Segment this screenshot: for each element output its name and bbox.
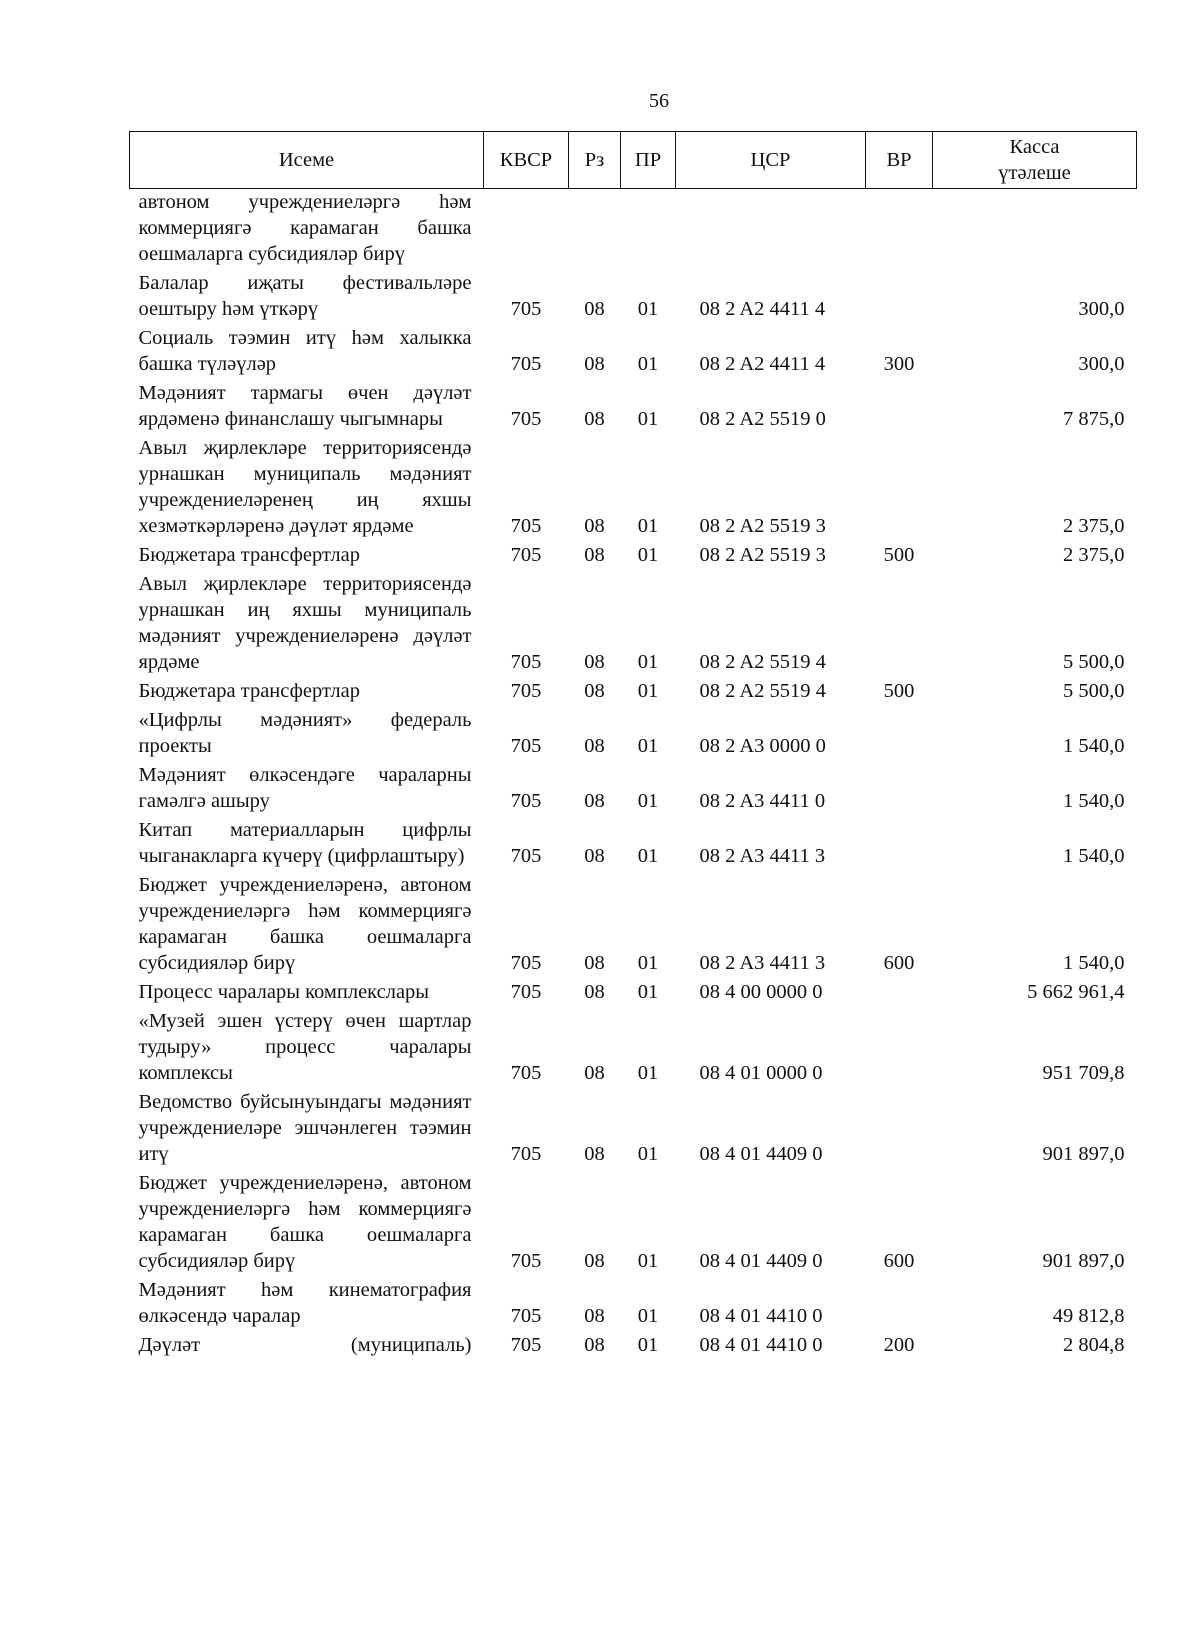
cell-csr: 08 2 A2 5519 4 (699, 680, 826, 702)
cell-pr: 01 (637, 1305, 659, 1327)
cell-csr: 08 2 A2 4411 4 (699, 298, 826, 320)
cell-name: Мәдәният тармагы өчен дәүләт ярдәменә финанслашу чыгымнары (138, 382, 472, 430)
table-row (130, 817, 1137, 872)
cell-amount: 901 897,0 (1042, 1250, 1125, 1272)
cell-name: Авыл җирлекләре территориясендә урнашкан муниципаль мәдәният учреждениеләренең иң яхшы хезмәткәрләренә дәүләт ярдәме (138, 437, 472, 537)
page-number: 56 (649, 90, 669, 112)
cell-amount: 300,0 (1078, 353, 1125, 375)
cell-name: Мәдәният һәм кинематография өлкәсендә чаралар (138, 1279, 472, 1327)
table-row (130, 542, 1137, 571)
cell-amount: 7 875,0 (1063, 408, 1125, 430)
cell-rz: 08 (584, 735, 605, 757)
header-csr: ЦСР (676, 132, 866, 189)
cell-amount: 49 812,8 (1052, 1305, 1125, 1327)
cell-amount: 5 500,0 (1063, 680, 1125, 702)
cell-amount: 951 709,8 (1042, 1062, 1125, 1084)
cell-kvsr: 705 (510, 981, 542, 1003)
cell-rz: 08 (584, 1143, 605, 1165)
cell-csr: 08 2 A2 5519 0 (699, 408, 826, 430)
cell-vr (866, 380, 933, 435)
cell-vr: 600 (883, 1250, 915, 1272)
cell-kvsr: 705 (510, 680, 542, 702)
cell-name: Авыл җирлекләре территориясендә урнашкан иң яхшы муниципаль мәдәният учреждениеләренә дәүләт ярдәме (138, 573, 472, 673)
cell-pr: 01 (637, 735, 659, 757)
cell-pr: 01 (637, 1143, 659, 1165)
cell-vr (866, 1277, 933, 1332)
cell-kvsr: 705 (510, 544, 542, 566)
cell-pr: 01 (637, 1062, 659, 1084)
cell-vr (866, 1008, 933, 1089)
cell-csr: 08 2 A2 5519 4 (699, 651, 826, 673)
cell-csr: 08 4 01 0000 0 (699, 1062, 823, 1084)
table-row (130, 1008, 1137, 1089)
cell-rz: 08 (584, 353, 605, 375)
cell-pr: 01 (637, 544, 659, 566)
table-row (130, 979, 1137, 1008)
table-row (130, 1170, 1137, 1277)
cell-amount: 5 662 961,4 (1027, 981, 1125, 1003)
cell-pr: 01 (637, 515, 659, 537)
cell-pr: 01 (637, 845, 659, 867)
cell-pr: 01 (637, 1250, 659, 1272)
cell-kvsr: 705 (510, 1334, 542, 1356)
cell-vr (866, 762, 933, 817)
cell-vr (866, 189, 933, 271)
cell-pr: 01 (637, 952, 659, 974)
cell-csr: 08 2 A3 4411 3 (699, 952, 826, 974)
cell-vr: 500 (883, 680, 915, 702)
cell-name: Бюджетара трансфертлар (138, 544, 361, 566)
cell-vr (866, 270, 933, 325)
cell-amount: 2 804,8 (1063, 1334, 1125, 1356)
table-row (130, 678, 1137, 707)
cell-name: Бюджетара трансфертлар (138, 680, 361, 702)
cell-name: Ведомство буйсынуындагы мәдәният учреждениеләре эшчәнлеген тәэмин итү (138, 1091, 472, 1165)
cell-amount (933, 189, 1137, 271)
cell-kvsr: 705 (510, 735, 542, 757)
cell-name: автоном учреждениеләргә һәм коммерциягә карамаган башка оешмаларга субсидияләр бирү (138, 191, 472, 265)
cell-amount: 901 897,0 (1042, 1143, 1125, 1165)
cell-vr: 600 (883, 952, 915, 974)
budget-table (129, 131, 1137, 1361)
table-header-row (130, 132, 1137, 189)
cell-kvsr: 705 (510, 515, 542, 537)
cell-amount: 1 540,0 (1063, 952, 1125, 974)
cell-csr: 08 2 A2 5519 3 (699, 544, 826, 566)
cell-kvsr: 705 (510, 1305, 542, 1327)
cell-amount: 2 375,0 (1063, 515, 1125, 537)
header-kassa-line2: үтәлеше (998, 162, 1071, 184)
cell-name: «Музей эшен үстерү өчен шартлар тудыру» процесс чаралары комплексы (138, 1010, 472, 1084)
cell-name: Процесс чаралары комплекслары (138, 981, 430, 1003)
table-row (130, 270, 1137, 325)
header-name: Исеме (130, 132, 484, 189)
cell-pr: 01 (637, 790, 659, 812)
table-row (130, 189, 1137, 271)
header-kvsr: КВСР (484, 132, 569, 189)
cell-rz: 08 (584, 298, 605, 320)
cell-vr (866, 979, 933, 1008)
cell-rz: 08 (584, 1334, 605, 1356)
cell-csr: 08 2 A3 4411 3 (699, 845, 826, 867)
cell-kvsr (484, 189, 569, 271)
cell-csr: 08 2 A2 5519 3 (699, 515, 826, 537)
table-row (130, 1277, 1137, 1332)
cell-pr: 01 (637, 680, 659, 702)
cell-kvsr: 705 (510, 298, 542, 320)
table-row (130, 380, 1137, 435)
cell-csr: 08 2 A3 0000 0 (699, 735, 826, 757)
cell-name: Мәдәният өлкәсендәге чараларны гамәлгә ашыру (138, 764, 472, 812)
cell-kvsr: 705 (510, 651, 542, 673)
cell-rz: 08 (584, 651, 605, 673)
cell-name: Балалар иҗаты фестивальләре оештыру һәм үткәрү (138, 272, 472, 320)
cell-kvsr: 705 (510, 845, 542, 867)
cell-csr: 08 2 A3 4411 0 (699, 790, 826, 812)
cell-pr: 01 (637, 981, 659, 1003)
table-row (130, 571, 1137, 678)
cell-kvsr: 705 (510, 353, 542, 375)
table-body (130, 189, 1137, 1362)
cell-csr: 08 4 01 4410 0 (699, 1334, 823, 1356)
cell-kvsr: 705 (510, 952, 542, 974)
cell-rz (569, 189, 621, 271)
cell-vr (866, 707, 933, 762)
cell-kvsr: 705 (510, 1250, 542, 1272)
cell-vr (866, 817, 933, 872)
cell-pr: 01 (637, 353, 659, 375)
cell-rz: 08 (584, 845, 605, 867)
cell-rz: 08 (584, 1305, 605, 1327)
cell-rz: 08 (584, 544, 605, 566)
table-row (130, 435, 1137, 542)
table-row (130, 1332, 1137, 1361)
cell-name: Дәүләт (муниципаль) (138, 1334, 472, 1356)
table-row (130, 762, 1137, 817)
cell-rz: 08 (584, 981, 605, 1003)
cell-pr: 01 (637, 298, 659, 320)
cell-rz: 08 (584, 1250, 605, 1272)
cell-vr (866, 571, 933, 678)
table-row (130, 1089, 1137, 1170)
cell-rz: 08 (584, 515, 605, 537)
header-vr: ВР (866, 132, 933, 189)
cell-rz: 08 (584, 1062, 605, 1084)
table-row (130, 707, 1137, 762)
cell-kvsr: 705 (510, 1143, 542, 1165)
cell-amount: 5 500,0 (1063, 651, 1125, 673)
header-rz: Рз (569, 132, 621, 189)
cell-vr: 300 (883, 353, 915, 375)
cell-amount: 1 540,0 (1063, 790, 1125, 812)
cell-amount: 300,0 (1078, 298, 1125, 320)
cell-rz: 08 (584, 790, 605, 812)
cell-amount: 1 540,0 (1063, 735, 1125, 757)
cell-name: Бюджет учреждениеләренә, автоном учреждениеләргә һәм коммерциягә карамаган башка оешмаларга субсидияләр бирү (138, 1172, 472, 1272)
table-row (130, 872, 1137, 979)
cell-pr (621, 189, 676, 271)
cell-name: «Цифрлы мәдәният» федераль проекты (138, 709, 472, 757)
cell-pr: 01 (637, 651, 659, 673)
cell-csr: 08 2 A2 4411 4 (699, 353, 826, 375)
cell-vr: 500 (883, 544, 915, 566)
cell-vr (866, 1089, 933, 1170)
cell-name: Бюджет учреждениеләренә, автоном учреждениеләргә һәм коммерциягә карамаган башка оешмаларга субсидияләр бирү (138, 874, 472, 974)
cell-kvsr: 705 (510, 1062, 542, 1084)
cell-pr: 01 (637, 408, 659, 430)
cell-vr: 200 (883, 1334, 915, 1356)
table-row (130, 325, 1137, 380)
cell-amount: 2 375,0 (1063, 544, 1125, 566)
header-pr: ПР (621, 132, 676, 189)
cell-kvsr: 705 (510, 408, 542, 430)
cell-amount: 1 540,0 (1063, 845, 1125, 867)
cell-csr: 08 4 01 4409 0 (699, 1143, 823, 1165)
cell-name: Китап материалларын цифрлы чыганакларга күчерү (цифрлаштыру) (138, 819, 472, 867)
cell-csr: 08 4 01 4410 0 (699, 1305, 823, 1327)
header-kassa (933, 132, 1137, 189)
cell-kvsr: 705 (510, 790, 542, 812)
cell-pr: 01 (637, 1334, 659, 1356)
cell-csr (676, 189, 866, 271)
cell-rz: 08 (584, 680, 605, 702)
cell-csr: 08 4 01 4409 0 (699, 1250, 823, 1272)
cell-rz: 08 (584, 952, 605, 974)
cell-rz: 08 (584, 408, 605, 430)
cell-vr (866, 435, 933, 542)
header-kassa-line1: Касса (1009, 136, 1060, 158)
cell-csr: 08 4 00 0000 0 (699, 981, 823, 1003)
cell-name: Социаль тәэмин итү һәм халыкка башка түләүләр (138, 327, 472, 375)
